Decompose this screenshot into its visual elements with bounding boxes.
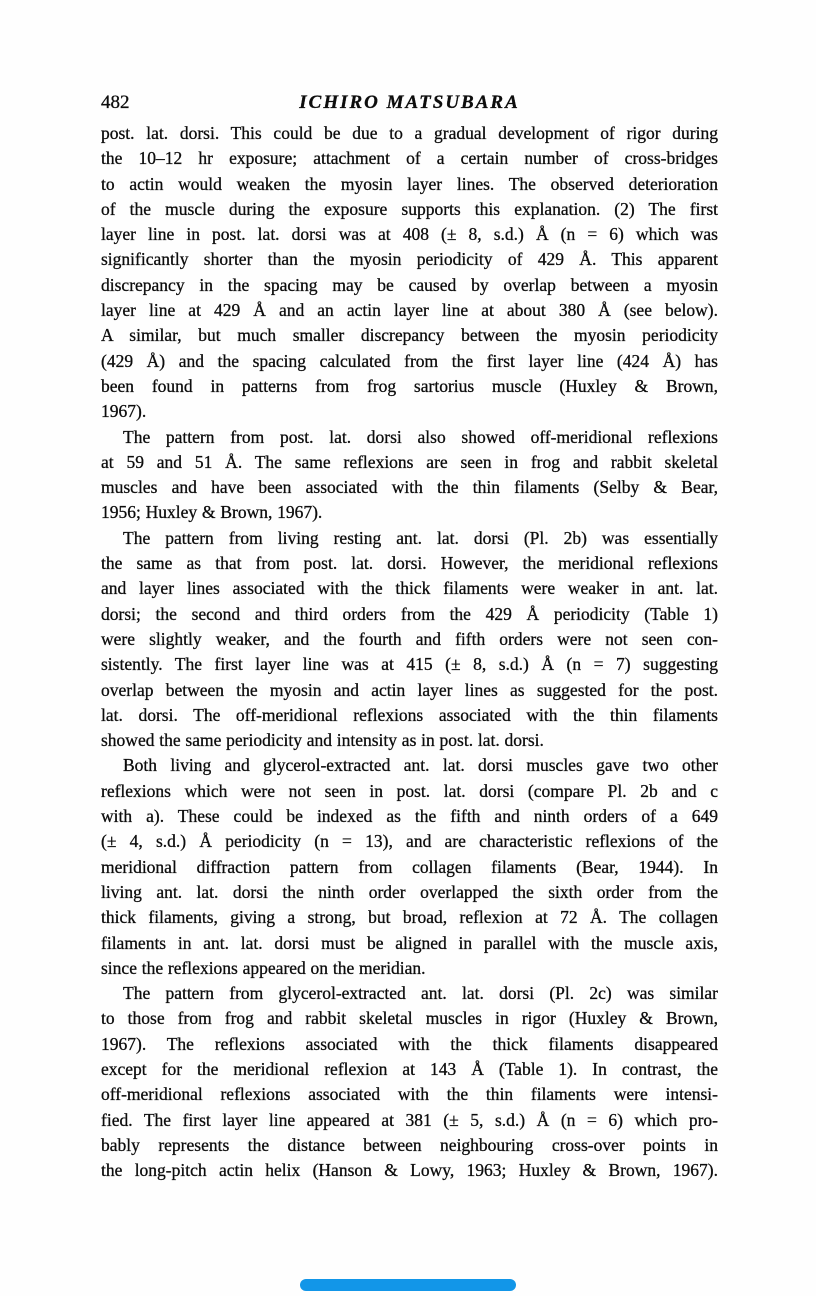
text-line: of the muscle during the exposure supports this explanation. (2) The first bbox=[101, 198, 718, 219]
bottom-blue-bar bbox=[300, 1279, 516, 1291]
text-line: 1967). bbox=[101, 401, 147, 422]
text-line: Both living and glycerol-extracted ant. lat. dorsi muscles gave two other bbox=[123, 755, 718, 776]
text-line: meridional diffraction pattern from collagen filaments (Bear, 1944). In bbox=[101, 856, 718, 877]
text-line: A similar, but much smaller discrepancy between the myosin periodicity bbox=[101, 325, 718, 346]
text-line: off-meridional reflexions associated with the thin filaments were intensi- bbox=[101, 1084, 718, 1105]
text-line: the long-pitch actin helix (Hanson & Lowy, 1963; Huxley & Brown, 1967). bbox=[101, 1160, 718, 1181]
text-line: except for the meridional reflexion at 143 Å (Table 1). In contrast, the bbox=[101, 1058, 718, 1079]
paragraph bbox=[101, 753, 718, 981]
text-line: 1956; Huxley & Brown, 1967). bbox=[101, 502, 323, 523]
paragraph bbox=[101, 425, 718, 526]
text-line: The pattern from glycerol-extracted ant. lat. dorsi (Pl. 2c) was similar bbox=[123, 983, 718, 1004]
text-line: were slightly weaker, and the fourth and fifth orders were not seen con- bbox=[101, 628, 718, 649]
text-line: (± 4, s.d.) Å periodicity (n = 13), and are characteristic reflexions of the bbox=[101, 831, 718, 852]
text-line: bably represents the distance between neighbouring cross-over points in bbox=[101, 1134, 718, 1155]
text-line: living ant. lat. dorsi the ninth order overlapped the sixth order from the bbox=[101, 881, 718, 902]
text-line: lat. dorsi. The off-meridional reflexions associated with the thin filaments bbox=[101, 704, 718, 725]
text-line: at 59 and 51 Å. The same reflexions are seen in frog and rabbit skeletal bbox=[101, 451, 718, 472]
text-line: layer line in post. lat. dorsi was at 408 (± 8, s.d.) Å (n = 6) which was bbox=[101, 224, 718, 245]
running-head: ICHIRO MATSUBARA bbox=[299, 92, 520, 113]
text-line: layer line at 429 Å and an actin layer line at about 380 Å (see below). bbox=[101, 300, 718, 321]
text-line: 1967). The reflexions associated with the thick filaments disappeared bbox=[101, 1033, 718, 1054]
text-line: (429 Å) and the spacing calculated from the first layer line (424 Å) has bbox=[101, 350, 718, 371]
text-line: since the reflexions appeared on the meridian. bbox=[101, 957, 426, 978]
text-line: to actin would weaken the myosin layer lines. The observed deterioration bbox=[101, 173, 718, 194]
text-line: the same as that from post. lat. dorsi. However, the meridional reflexions bbox=[101, 553, 718, 574]
text-line: and layer lines associated with the thick filaments were weaker in ant. lat. bbox=[101, 578, 718, 599]
page-header bbox=[101, 90, 718, 116]
paragraph bbox=[101, 526, 718, 754]
text-line: discrepancy in the spacing may be caused by overlap between a myosin bbox=[101, 274, 718, 295]
text-line: to those from frog and rabbit skeletal muscles in rigor (Huxley & Brown, bbox=[101, 1008, 718, 1029]
text-line: thick filaments, giving a strong, but broad, reflexion at 72 Å. The collagen bbox=[101, 907, 718, 928]
text-line: The pattern from post. lat. dorsi also showed off-meridional reflexions bbox=[123, 426, 718, 447]
text-line: filaments in ant. lat. dorsi must be aligned in parallel with the muscle axis, bbox=[101, 932, 718, 953]
text-line: significantly shorter than the myosin periodicity of 429 Å. This apparent bbox=[101, 249, 718, 270]
text-line: muscles and have been associated with the thin filaments (Selby & Bear, bbox=[101, 477, 718, 498]
text-line: with a). These could be indexed as the fifth and ninth orders of a 649 bbox=[101, 806, 718, 827]
text-line: the 10–12 hr exposure; attachment of a certain number of cross-bridges bbox=[101, 148, 718, 169]
text-line: fied. The first layer line appeared at 381 (± 5, s.d.) Å (n = 6) which pro- bbox=[101, 1109, 718, 1130]
text-line: The pattern from living resting ant. lat. dorsi (Pl. 2b) was essentially bbox=[123, 527, 718, 548]
text-line: post. lat. dorsi. This could be due to a gradual development of rigor during bbox=[101, 123, 718, 143]
paragraph bbox=[101, 981, 718, 1183]
text-line: showed the same periodicity and intensity as in post. lat. dorsi. bbox=[101, 730, 544, 751]
paragraph bbox=[101, 121, 718, 425]
text-block bbox=[101, 121, 718, 1183]
text-line: sistently. The first layer line was at 415 (± 8, s.d.) Å (n = 7) suggesting bbox=[101, 654, 718, 675]
page-number: 482 bbox=[101, 92, 130, 113]
text-line: reflexions which were not seen in post. lat. dorsi (compare Pl. 2b and c bbox=[101, 780, 718, 801]
text-line: dorsi; the second and third orders from the 429 Å periodicity (Table 1) bbox=[101, 603, 718, 624]
text-line: been found in patterns from frog sartorius muscle (Huxley & Brown, bbox=[101, 375, 718, 396]
text-line: overlap between the myosin and actin layer lines as suggested for the post. bbox=[101, 679, 718, 700]
